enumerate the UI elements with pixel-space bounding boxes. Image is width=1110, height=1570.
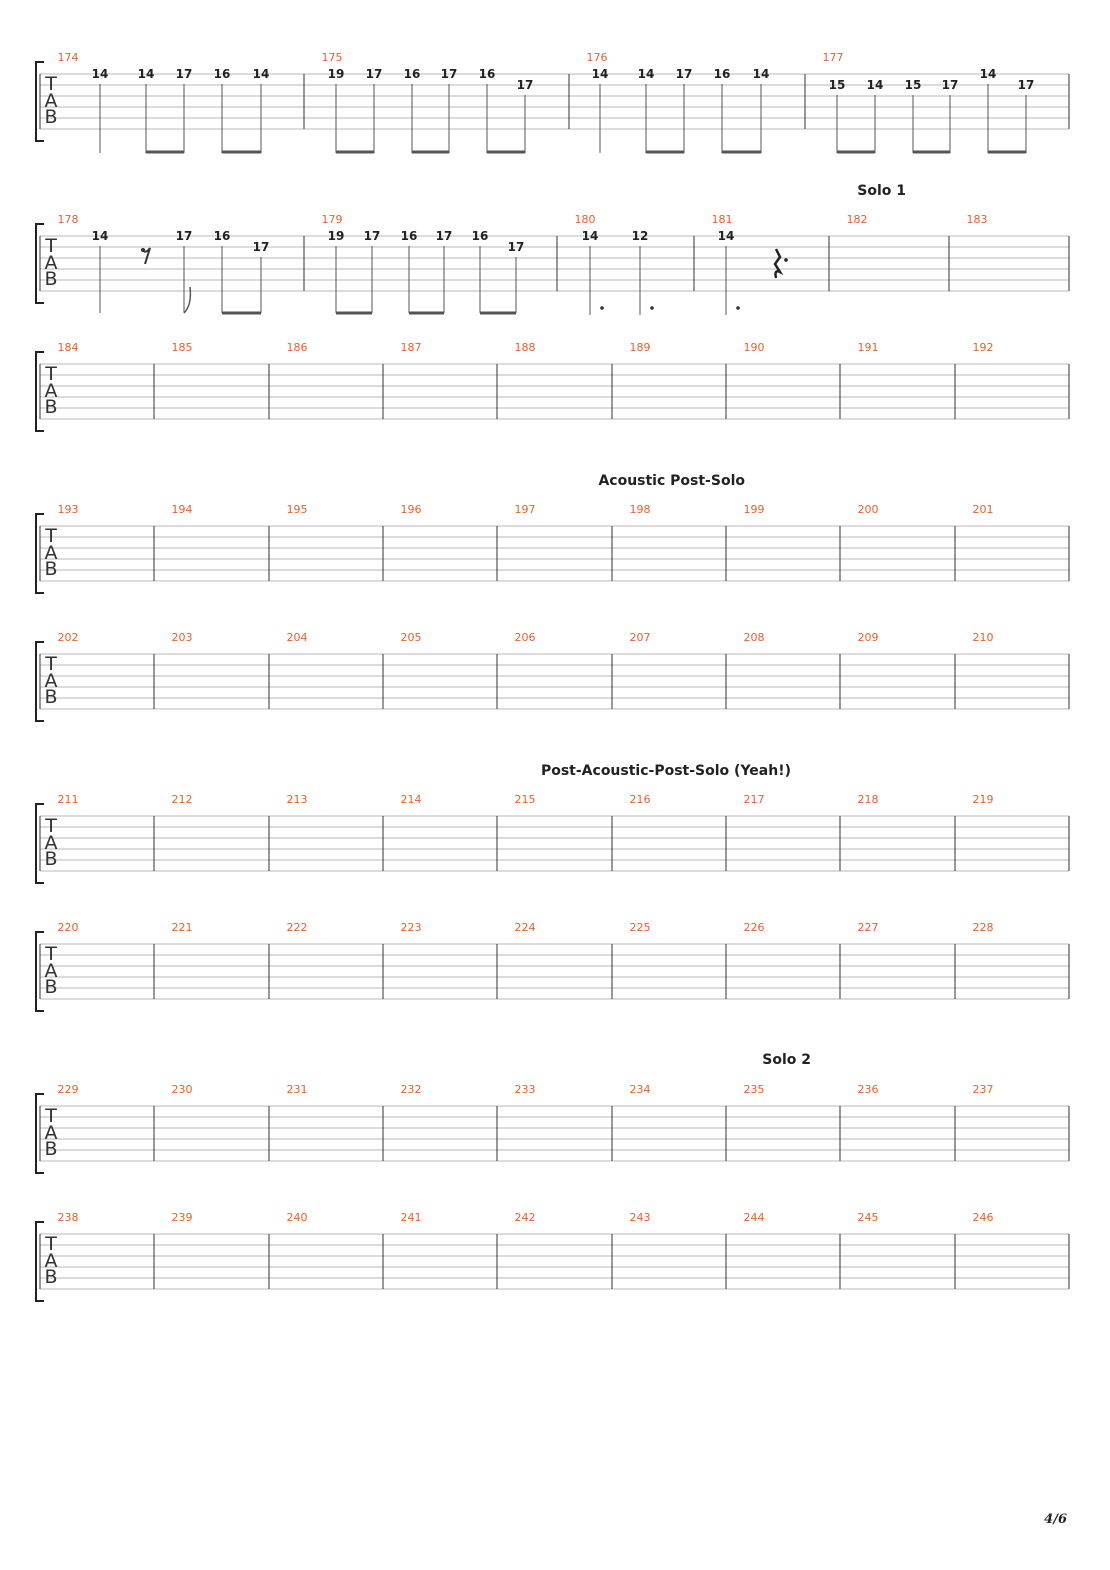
measure-number: 200 bbox=[857, 503, 879, 516]
fret-number: 17 bbox=[440, 67, 458, 81]
measure-number: 186 bbox=[286, 341, 308, 354]
fret-number: 14 bbox=[591, 67, 609, 81]
tab-clef-a: A bbox=[44, 90, 58, 112]
tab-clef-t: T bbox=[45, 1105, 57, 1127]
tab-clef-a: A bbox=[44, 380, 58, 402]
tab-clef-t: T bbox=[45, 653, 57, 675]
tab-clef-b: B bbox=[44, 396, 58, 418]
dot bbox=[600, 306, 604, 310]
tab-clef-a: A bbox=[44, 832, 58, 854]
measure-number: 230 bbox=[171, 1083, 193, 1096]
dot bbox=[650, 306, 654, 310]
measure-number: 188 bbox=[514, 341, 536, 354]
fret-number: 14 bbox=[252, 67, 270, 81]
tab-clef-a: A bbox=[44, 960, 58, 982]
fret-number: 16 bbox=[403, 67, 421, 81]
quarter-rest bbox=[775, 249, 780, 278]
measure-number: 196 bbox=[400, 503, 422, 516]
tab-system-8 bbox=[36, 1052, 1069, 1173]
tab-system-3 bbox=[36, 341, 1069, 431]
measure-number: 180 bbox=[574, 213, 596, 226]
measure-number: 221 bbox=[171, 921, 193, 934]
tab-clef-a: A bbox=[44, 542, 58, 564]
fret-number: 17 bbox=[507, 240, 525, 254]
measure-number: 175 bbox=[321, 51, 343, 64]
measure-number: 201 bbox=[972, 503, 994, 516]
measure-number: 227 bbox=[857, 921, 879, 934]
measure-number: 241 bbox=[400, 1211, 422, 1224]
measure-number: 215 bbox=[514, 793, 536, 806]
measure-number: 229 bbox=[57, 1083, 79, 1096]
fret-number: 14 bbox=[637, 67, 655, 81]
tab-system-5 bbox=[36, 631, 1069, 721]
measure-number: 224 bbox=[514, 921, 536, 934]
measure-number: 216 bbox=[629, 793, 651, 806]
measure-number: 246 bbox=[972, 1211, 994, 1224]
measure-number: 176 bbox=[586, 51, 608, 64]
measure-number: 214 bbox=[400, 793, 422, 806]
fret-number: 15 bbox=[828, 78, 846, 92]
measure-number: 233 bbox=[514, 1083, 536, 1096]
fret-number: 14 bbox=[752, 67, 770, 81]
fret-number: 16 bbox=[713, 67, 731, 81]
measure-number: 195 bbox=[286, 503, 308, 516]
tab-clef-t: T bbox=[45, 943, 57, 965]
fret-number: 17 bbox=[252, 240, 270, 254]
measure-number: 228 bbox=[972, 921, 994, 934]
tab-system-9 bbox=[36, 1211, 1069, 1301]
fret-number: 17 bbox=[175, 67, 193, 81]
measure-number: 242 bbox=[514, 1211, 536, 1224]
fret-number: 14 bbox=[979, 67, 997, 81]
measure-number: 236 bbox=[857, 1083, 879, 1096]
measure-number: 189 bbox=[629, 341, 651, 354]
measure-number: 207 bbox=[629, 631, 651, 644]
dot bbox=[736, 306, 740, 310]
fret-number: 12 bbox=[631, 229, 649, 243]
measure-number: 231 bbox=[286, 1083, 308, 1096]
measure-number: 218 bbox=[857, 793, 879, 806]
tab-clef-a: A bbox=[44, 1122, 58, 1144]
measure-number: 204 bbox=[286, 631, 308, 644]
tab-clef-b: B bbox=[44, 268, 58, 290]
page-number: 4/6 bbox=[1044, 1512, 1067, 1527]
fret-number: 17 bbox=[435, 229, 453, 243]
section-heading: Solo 2 bbox=[762, 1052, 811, 1068]
measure-number: 184 bbox=[57, 341, 79, 354]
tab-system-1 bbox=[36, 51, 1069, 153]
measure-number: 234 bbox=[629, 1083, 651, 1096]
measure-number: 217 bbox=[743, 793, 765, 806]
measure-number: 209 bbox=[857, 631, 879, 644]
measure-number: 198 bbox=[629, 503, 651, 516]
fret-number: 17 bbox=[675, 67, 693, 81]
tab-system-6 bbox=[36, 763, 1069, 883]
measure-number: 211 bbox=[57, 793, 79, 806]
measure-number: 232 bbox=[400, 1083, 422, 1096]
measure-number: 243 bbox=[629, 1211, 651, 1224]
measure-number: 191 bbox=[857, 341, 879, 354]
measure-number: 239 bbox=[171, 1211, 193, 1224]
measure-number: 190 bbox=[743, 341, 765, 354]
measure-number: 235 bbox=[743, 1083, 765, 1096]
measure-number: 213 bbox=[286, 793, 308, 806]
measure-number: 177 bbox=[822, 51, 844, 64]
fret-number: 17 bbox=[941, 78, 959, 92]
fret-number: 16 bbox=[400, 229, 418, 243]
measure-number: 187 bbox=[400, 341, 422, 354]
measure-number: 205 bbox=[400, 631, 422, 644]
measure-number: 197 bbox=[514, 503, 536, 516]
measure-number: 185 bbox=[171, 341, 193, 354]
measure-number: 212 bbox=[171, 793, 193, 806]
fret-number: 17 bbox=[1017, 78, 1035, 92]
measure-number: 182 bbox=[846, 213, 868, 226]
fret-number: 17 bbox=[363, 229, 381, 243]
measure-number: 210 bbox=[972, 631, 994, 644]
measure-number: 181 bbox=[711, 213, 733, 226]
tab-clef-a: A bbox=[44, 252, 58, 274]
measure-number: 220 bbox=[57, 921, 79, 934]
tab-clef-a: A bbox=[44, 670, 58, 692]
tab-system-2 bbox=[36, 183, 1069, 315]
measure-number: 199 bbox=[743, 503, 765, 516]
tab-clef-a: A bbox=[44, 1250, 58, 1272]
tab-clef-t: T bbox=[45, 363, 57, 385]
fret-number: 17 bbox=[516, 78, 534, 92]
measure-number: 222 bbox=[286, 921, 308, 934]
tab-clef-t: T bbox=[45, 525, 57, 547]
measure-number: 206 bbox=[514, 631, 536, 644]
section-heading: Post-Acoustic-Post-Solo (Yeah!) bbox=[540, 763, 791, 779]
eighth-rest-dot bbox=[141, 248, 145, 252]
fret-number: 16 bbox=[213, 229, 231, 243]
fret-number: 14 bbox=[137, 67, 155, 81]
measure-number: 174 bbox=[57, 51, 79, 64]
measure-number: 245 bbox=[857, 1211, 879, 1224]
fret-number: 16 bbox=[478, 67, 496, 81]
measure-number: 202 bbox=[57, 631, 79, 644]
section-heading: Solo 1 bbox=[857, 183, 906, 199]
fret-number: 17 bbox=[175, 229, 193, 243]
fret-number: 14 bbox=[717, 229, 735, 243]
measure-number: 244 bbox=[743, 1211, 765, 1224]
measure-number: 203 bbox=[171, 631, 193, 644]
tab-clef-t: T bbox=[45, 73, 57, 95]
tab-clef-b: B bbox=[44, 976, 58, 998]
fret-number: 16 bbox=[471, 229, 489, 243]
tab-clef-b: B bbox=[44, 848, 58, 870]
tab-clef-t: T bbox=[45, 1233, 57, 1255]
fret-number: 14 bbox=[91, 229, 109, 243]
measure-number: 179 bbox=[321, 213, 343, 226]
fret-number: 17 bbox=[365, 67, 383, 81]
measure-number: 240 bbox=[286, 1211, 308, 1224]
measure-number: 192 bbox=[972, 341, 994, 354]
measure-number: 183 bbox=[966, 213, 988, 226]
fret-number: 19 bbox=[327, 67, 345, 81]
measure-number: 178 bbox=[57, 213, 79, 226]
tab-system-4 bbox=[36, 473, 1069, 593]
fret-number: 16 bbox=[213, 67, 231, 81]
measure-number: 225 bbox=[629, 921, 651, 934]
fret-number: 14 bbox=[581, 229, 599, 243]
fret-number: 19 bbox=[327, 229, 345, 243]
tab-clef-b: B bbox=[44, 1266, 58, 1288]
measure-number: 193 bbox=[57, 503, 79, 516]
tab-clef-t: T bbox=[45, 815, 57, 837]
tab-clef-b: B bbox=[44, 686, 58, 708]
measure-number: 237 bbox=[972, 1083, 994, 1096]
fret-number: 15 bbox=[904, 78, 922, 92]
measure-number: 238 bbox=[57, 1211, 79, 1224]
fret-number: 14 bbox=[866, 78, 884, 92]
measure-number: 208 bbox=[743, 631, 765, 644]
quarter-rest-dot bbox=[784, 258, 788, 262]
measure-number: 226 bbox=[743, 921, 765, 934]
measure-number: 219 bbox=[972, 793, 994, 806]
tab-system-7 bbox=[36, 921, 1069, 1011]
tab-clef-b: B bbox=[44, 558, 58, 580]
measure-number: 194 bbox=[171, 503, 193, 516]
tab-clef-t: T bbox=[45, 235, 57, 257]
section-heading: Acoustic Post-Solo bbox=[598, 473, 745, 489]
tab-clef-b: B bbox=[44, 1138, 58, 1160]
measure-number: 223 bbox=[400, 921, 422, 934]
fret-number: 14 bbox=[91, 67, 109, 81]
tab-clef-b: B bbox=[44, 106, 58, 128]
